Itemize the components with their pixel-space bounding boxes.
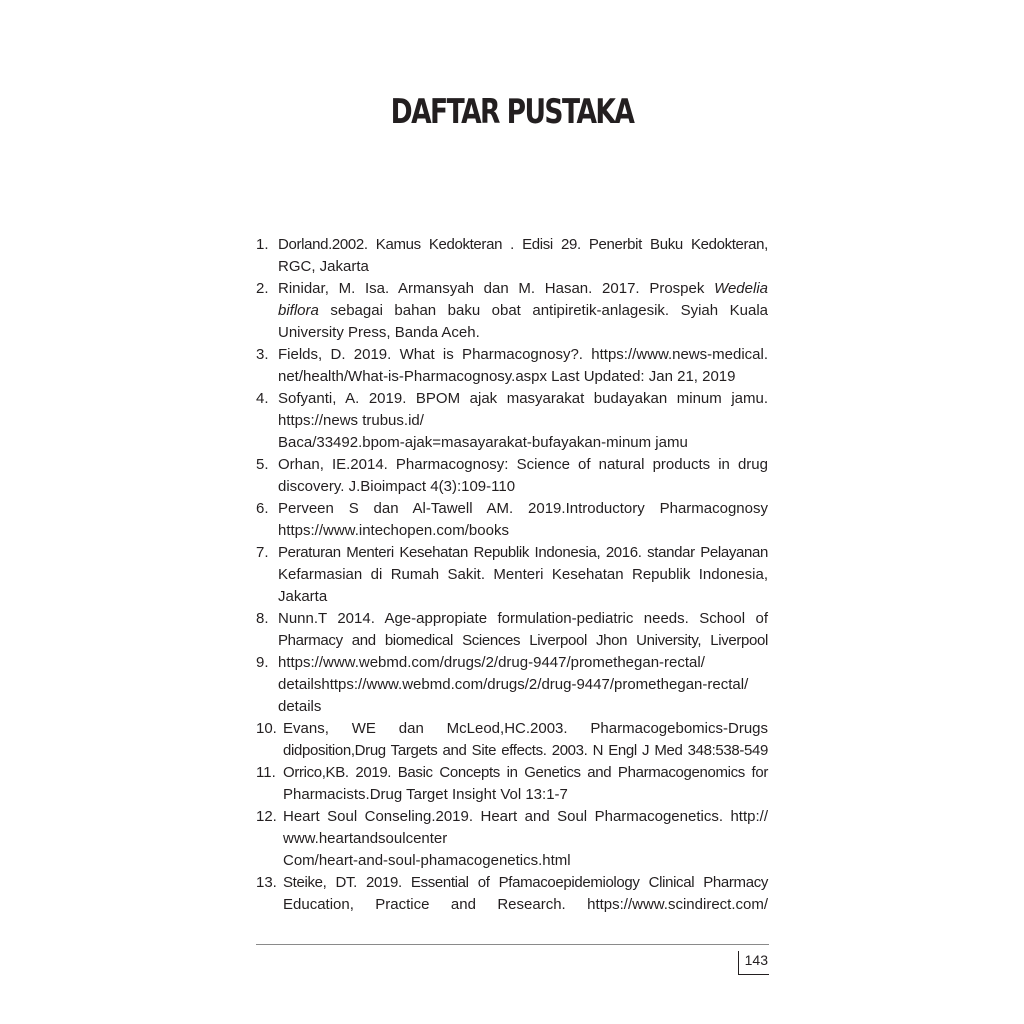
reference-item bbox=[256, 542, 768, 608]
reference-item bbox=[256, 388, 768, 454]
reference-item bbox=[256, 718, 768, 762]
reference-item bbox=[256, 806, 768, 872]
reference-text-line: Baca/33492.bpom-ajak=masayarakat-bufayakan-minum jamu bbox=[278, 434, 688, 451]
reference-text-line: Fields, D. 2019. What is Pharmacognosy?. https://www.news-medical. bbox=[278, 346, 768, 363]
reference-text-line: details bbox=[278, 698, 322, 715]
reference-text-line: detailshttps://www.webmd.com/drugs/2/drug-9447/promethegan-rectal/ bbox=[278, 676, 749, 693]
reference-item bbox=[256, 234, 768, 278]
reference-item bbox=[256, 454, 768, 498]
reference-text-line: Steike, DT. 2019. Essential of Pfamacoepidemiology Clinical Pharmacy bbox=[283, 874, 768, 891]
reference-text-line: www.heartandsoulcenter bbox=[283, 830, 448, 847]
reference-text-line: Pharmacy and biomedical Sciences Liverpool Jhon University, Liverpool bbox=[278, 632, 768, 649]
page-title: DAFTAR PUSTAKA bbox=[390, 92, 634, 132]
reference-number: 9. bbox=[256, 654, 269, 671]
species-name-italic: Wedelia bbox=[714, 280, 768, 297]
reference-number: 4. bbox=[256, 390, 269, 407]
reference-number: 3. bbox=[256, 346, 269, 363]
reference-item bbox=[256, 608, 768, 652]
reference-item bbox=[256, 872, 768, 916]
reference-text-line: Peraturan Menteri Kesehatan Republik Indonesia, 2016. standar Pelayanan bbox=[278, 544, 768, 561]
reference-text-line: Nunn.T 2014. Age-appropiate formulation-pediatric needs. School of bbox=[278, 610, 768, 627]
reference-number: 10. bbox=[256, 720, 277, 737]
reference-text-line: Heart Soul Conseling.2019. Heart and Soul Pharmacogenetics. http:// bbox=[283, 808, 768, 825]
reference-text-line: University Press, Banda Aceh. bbox=[278, 324, 480, 341]
reference-text-line: Sofyanti, A. 2019. BPOM ajak masyarakat budayakan minum jamu. bbox=[278, 390, 768, 407]
reference-text-line: didposition,Drug Targets and Site effects. 2003. N Engl J Med 348:538-549 bbox=[283, 742, 768, 759]
reference-text-line: Perveen S dan Al-Tawell AM. 2019.Introductory Pharmacognosy bbox=[278, 500, 768, 517]
reference-number: 12. bbox=[256, 808, 277, 825]
reference-text-line: net/health/What-is-Pharmacognosy.aspx Last Updated: Jan 21, 2019 bbox=[278, 368, 736, 385]
reference-number: 7. bbox=[256, 544, 269, 561]
reference-list bbox=[256, 234, 768, 916]
reference-number: 11. bbox=[256, 764, 276, 781]
reference-number: 6. bbox=[256, 500, 269, 517]
species-name-italic: biflora bbox=[278, 302, 319, 319]
reference-text-line: discovery. J.Bioimpact 4(3):109-110 bbox=[278, 478, 516, 495]
reference-text-line: Pharmacists.Drug Target Insight Vol 13:1-7 bbox=[283, 786, 568, 803]
footer-divider bbox=[256, 944, 769, 945]
reference-text-line: Orrico,KB. 2019. Basic Concepts in Genetics and Pharmacogenomics for bbox=[283, 764, 768, 781]
reference-text-line: Com/heart-and-soul-phamacogenetics.html bbox=[283, 852, 571, 869]
reference-text-line: Education, Practice and Research. https://www.scindirect.com/ bbox=[283, 896, 768, 913]
reference-text-line: https://www.intechopen.com/books bbox=[278, 522, 509, 539]
reference-text-line: Jakarta bbox=[278, 588, 328, 605]
reference-number: 2. bbox=[256, 280, 269, 297]
reference-item bbox=[256, 344, 768, 388]
reference-text-line: Rinidar, M. Isa. Armansyah dan M. Hasan. 2017. Prospek Wedelia bbox=[278, 280, 768, 297]
reference-item bbox=[256, 652, 768, 718]
reference-number: 13. bbox=[256, 874, 277, 891]
reference-item bbox=[256, 498, 768, 542]
reference-number: 5. bbox=[256, 456, 269, 473]
reference-item bbox=[256, 278, 768, 344]
reference-text-line: RGC, Jakarta bbox=[278, 258, 369, 275]
reference-text-line: Kefarmasian di Rumah Sakit. Menteri Kesehatan Republik Indonesia, bbox=[278, 566, 768, 583]
reference-number: 1. bbox=[256, 236, 269, 253]
reference-text-line: biflora sebagai bahan baku obat antipiretik-anlagesik. Syiah Kuala bbox=[278, 302, 768, 319]
reference-text-line: Orhan, IE.2014. Pharmacognosy: Science of natural products in drug bbox=[278, 456, 768, 473]
page-number: 143 bbox=[738, 951, 769, 975]
reference-item bbox=[256, 762, 768, 806]
reference-number: 8. bbox=[256, 610, 269, 627]
reference-text-line: https://www.webmd.com/drugs/2/drug-9447/promethegan-rectal/ bbox=[278, 654, 705, 671]
reference-text-line: Dorland.2002. Kamus Kedokteran . Edisi 29. Penerbit Buku Kedokteran, bbox=[278, 236, 768, 253]
reference-text-line: Evans, WE dan McLeod,HC.2003. Pharmacogebomics-Drugs bbox=[283, 720, 768, 737]
reference-text-line: https://news trubus.id/ bbox=[278, 412, 424, 429]
